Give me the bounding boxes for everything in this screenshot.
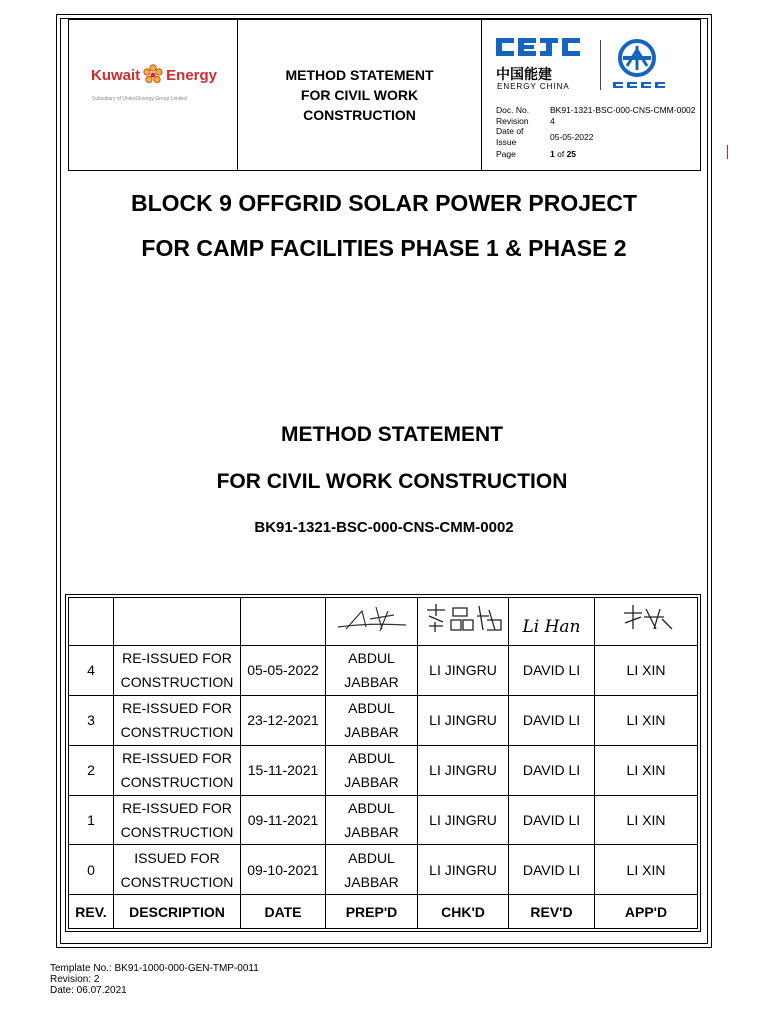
rev-desc-line-1: RE-ISSUED FOR [122,799,232,816]
rev-approved: LI XIN [595,795,698,845]
chk-signature-image [421,600,505,636]
page-total: 25 [566,149,577,159]
document-title-line-1: METHOD STATEMENT [280,423,504,446]
footer-template-no: Template No.: BK91-1000-000-GEN-TMP-0011 [50,963,259,974]
footer-date: Date: 06.07.2021 [50,985,127,996]
signature-row [69,598,698,646]
rev-number: 3 [69,695,114,745]
rev-desc-line-1: RE-ISSUED FOR [122,750,232,767]
signature-cell-rev [69,598,114,646]
revision-row [69,745,698,795]
signature-cell-date [241,598,326,646]
date-label-1: Date of [496,126,524,136]
rev-checked: LI JINGRU [418,845,509,895]
app-signature-image [616,601,676,635]
rev-description [114,745,241,795]
document-header [68,19,701,171]
rev-checked: LI JINGRU [418,645,509,695]
date-label-2: Issue [496,136,517,147]
col-header-description: DESCRIPTION [114,895,241,929]
col-header-approved: APP'D [595,895,698,929]
rev-number: 4 [69,645,114,695]
rev-date: 05-05-2022 [241,645,326,695]
rev-prep-line-2: JABBAR [344,674,399,691]
rev-prepared [326,845,418,895]
rev-approved: LI XIN [595,745,698,795]
rev-prep-line-1: ABDUL [348,650,395,667]
signature-prep [326,598,418,646]
flower-icon [142,64,164,86]
rev-approved: LI XIN [595,845,698,895]
rev-description [114,845,241,895]
rev-prep-line-2: JABBAR [344,724,399,741]
revision-row [69,695,698,745]
ceec-logo-icon [496,36,584,58]
rev-date: 09-11-2021 [241,795,326,845]
col-header-reviewed: REV'D [509,895,595,929]
date-value: 05-05-2022 [550,131,594,142]
rev-desc-line-1: ISSUED FOR [134,849,220,866]
col-header-prepared: PREP'D [326,895,418,929]
logo-word-energy: Energy [166,66,218,84]
rev-reviewed: DAVID LI [509,645,595,695]
revision-row [69,795,698,845]
doc-no-label: Doc. No. [496,105,530,115]
rev-date: 23-12-2021 [241,695,326,745]
rev-number: 1 [69,795,114,845]
project-title-line-1: BLOCK 9 OFFGRID SOLAR POWER PROJECT [130,190,638,216]
rev-reviewed: DAVID LI [509,695,595,745]
rev-approved: LI XIN [595,695,698,745]
rev-prepared [326,745,418,795]
rev-prepared [326,695,418,745]
energy-china-english: ENERGY CHINA [497,82,570,91]
rev-reviewed: DAVID LI [509,845,595,895]
document-number: BK91-1321-BSC-000-CNS-CMM-0002 [254,519,514,536]
rev-desc-line-2: CONSTRUCTION [120,674,234,691]
rev-prep-line-1: ABDUL [348,799,395,816]
rev-prepared [326,645,418,695]
rev-prep-line-1: ABDUL [348,849,395,866]
rev-desc-line-2: CONSTRUCTION [120,774,234,791]
rev-reviewed: DAVID LI [509,745,595,795]
rev-prep-line-2: JABBAR [344,823,399,840]
rev-desc-line-2: CONSTRUCTION [120,724,234,741]
rev-checked: LI JINGRU [418,745,509,795]
page-label: Page [496,149,516,159]
rev-date: 15-11-2021 [241,745,326,795]
rev-desc-line-1: RE-ISSUED FOR [122,700,232,717]
rev-prep-line-2: JABBAR [344,873,399,890]
col-header-rev: REV. [69,895,114,929]
rev-desc-line-2: CONSTRUCTION [120,823,234,840]
rev-desc-line-2: CONSTRUCTION [120,873,234,890]
rev-desc-line-1: RE-ISSUED FOR [122,650,232,667]
rev-signature: Li Han [522,617,581,638]
col-header-checked: CHK'D [418,895,509,929]
header-title-line-2: FOR CIVIL WORK [300,87,419,103]
kuwait-energy-logo-cell [69,20,238,170]
rev-date: 09-10-2021 [241,845,326,895]
revision-table [68,597,698,929]
revision-value: 4 [550,115,555,126]
rev-checked: LI JINGRU [418,795,509,845]
rev-prep-line-2: JABBAR [344,774,399,791]
revision-table-frame [65,594,701,932]
header-title-line-1: METHOD STATEMENT [285,67,434,83]
document-meta [496,105,696,160]
rev-number: 0 [69,845,114,895]
rev-prep-line-1: ABDUL [348,750,395,767]
logo-word-kuwait: Kuwait [91,66,141,84]
footer-revision: Revision: 2 [50,974,100,985]
kuwait-energy-logo [91,64,217,86]
logo-subtitle: Subsidiary of United Energy Group Limited [92,96,187,102]
rev-description [114,645,241,695]
signature-app [595,598,698,646]
red-margin-mark [727,145,728,159]
doc-no-value: BK91-1321-BSC-000-CNS-CMM-0002 [550,105,696,115]
energy-china-chinese: 中国能建 [496,67,552,83]
energy-china-emblem-icon [613,38,673,96]
rev-reviewed: DAVID LI [509,795,595,845]
header-title-cell [238,20,482,170]
rev-approved: LI XIN [595,645,698,695]
template-footer [50,963,259,996]
rev-checked: LI JINGRU [418,695,509,745]
page-of: of [557,149,565,159]
header-title-line-3: CONSTRUCTION [303,107,416,123]
revision-row [69,845,698,895]
prep-signature-image [332,601,412,635]
revision-label: Revision [496,115,529,126]
document-title-line-2: FOR CIVIL WORK CONSTRUCTION [216,470,568,493]
project-title-line-2: FOR CAMP FACILITIES PHASE 1 & PHASE 2 [141,235,627,261]
rev-description [114,695,241,745]
rev-description [114,795,241,845]
page-current: 1 [550,149,555,159]
revision-table-header [69,895,698,929]
rev-prepared [326,795,418,845]
signature-rev [509,598,595,646]
signature-chk [418,598,509,646]
rev-prep-line-1: ABDUL [348,700,395,717]
header-info-cell [482,20,700,170]
rev-number: 2 [69,745,114,795]
revision-row [69,645,698,695]
col-header-date: DATE [241,895,326,929]
logo-divider [600,40,601,90]
signature-cell-desc [114,598,241,646]
